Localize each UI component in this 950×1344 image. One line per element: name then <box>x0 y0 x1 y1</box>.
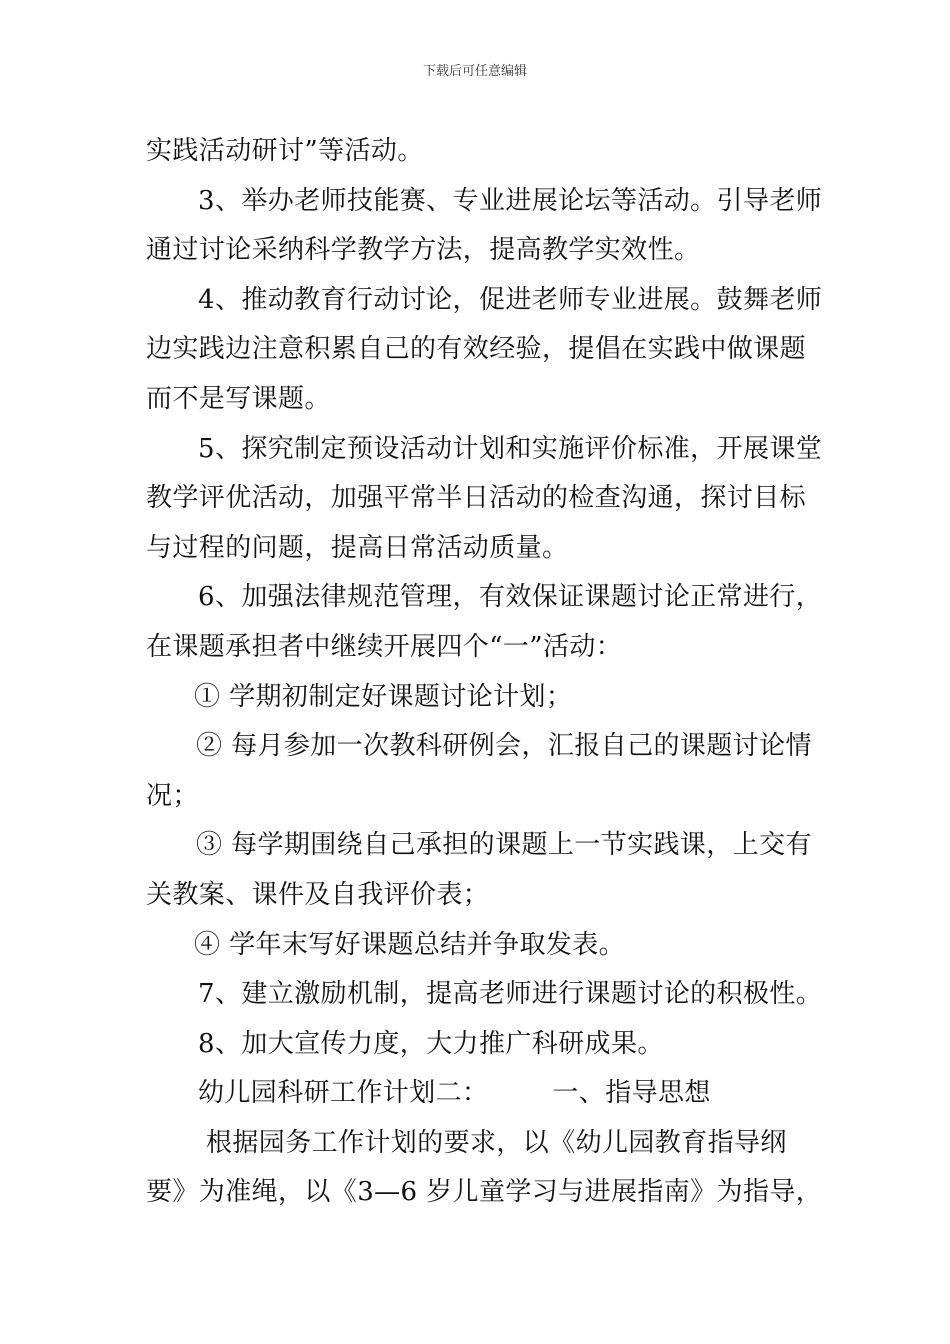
sub-item-3-line-2: 关教案、课件及自我评价表； <box>146 879 490 910</box>
plan-two-title: 幼儿园科研工作计划二： <box>198 1078 489 1109</box>
paragraph-5-line-1: 5、探究制定预设活动计划和实施评价标准，开展课堂 <box>198 433 823 464</box>
paragraph-7: 7、建立激励机制，提高老师进行课题讨论的积极性。 <box>198 979 823 1010</box>
paragraph-4-line-1: 4、推动教育行动讨论，促进老师专业进展。鼓舞老师 <box>198 284 823 315</box>
guiding-ideology-heading: 一、指导思想 <box>552 1078 711 1109</box>
sub-item-2-line-2: 况； <box>146 780 199 811</box>
sub-item-1: ① 学期初制定好课题讨论计划； <box>194 681 573 712</box>
guide-paragraph-line-1: 根据园务工作计划的要求，以《幼儿园教育指导纲 <box>206 1127 787 1158</box>
paragraph-5-line-2: 教学评优活动，加强平常半日活动的检查沟通，探讨目标 <box>146 483 807 514</box>
sub-item-2-line-1: ② 每月参加一次教科研例会，汇报自己的课题讨论情 <box>196 731 812 762</box>
document-body <box>146 127 823 1218</box>
sub-item-4: ④ 学年末写好课题总结并争取发表。 <box>194 929 626 960</box>
paragraph-6-line-1: 6、加强法律规范管理，有效保证课题讨论正常进行， <box>198 582 823 613</box>
paragraph-3-line-2: 通过讨论采纳科学教学方法，提高教学实效性。 <box>146 235 701 266</box>
sub-item-3-line-1: ③ 每学期围绕自己承担的课题上一节实践课，上交有 <box>196 830 812 861</box>
paragraph-6-line-2: 在课题承担者中继续开展四个“一”活动： <box>146 631 623 662</box>
text-line: 实践活动研讨”等活动。 <box>146 136 424 166</box>
paragraph-5-line-3: 与过程的问题，提高日常活动质量。 <box>146 532 569 563</box>
plan-two-heading <box>146 1069 810 1119</box>
page-header: 下载后可任意编辑 <box>422 64 527 79</box>
paragraph-8: 8、加大宣传力度，大力推广科研成果。 <box>198 1028 664 1059</box>
paragraph-3-line-1: 3、举办老师技能赛、专业进展论坛等活动。引导老师 <box>198 185 823 216</box>
paragraph-4-line-2: 边实践边注意积累自己的有效经验，提倡在实践中做课题 <box>146 334 807 365</box>
paragraph-4-line-3: 而不是写课题。 <box>146 383 331 414</box>
guide-paragraph-line-2: 要》为准绳，以《3—6 岁儿童学习与进展指南》为指导， <box>146 1177 823 1208</box>
